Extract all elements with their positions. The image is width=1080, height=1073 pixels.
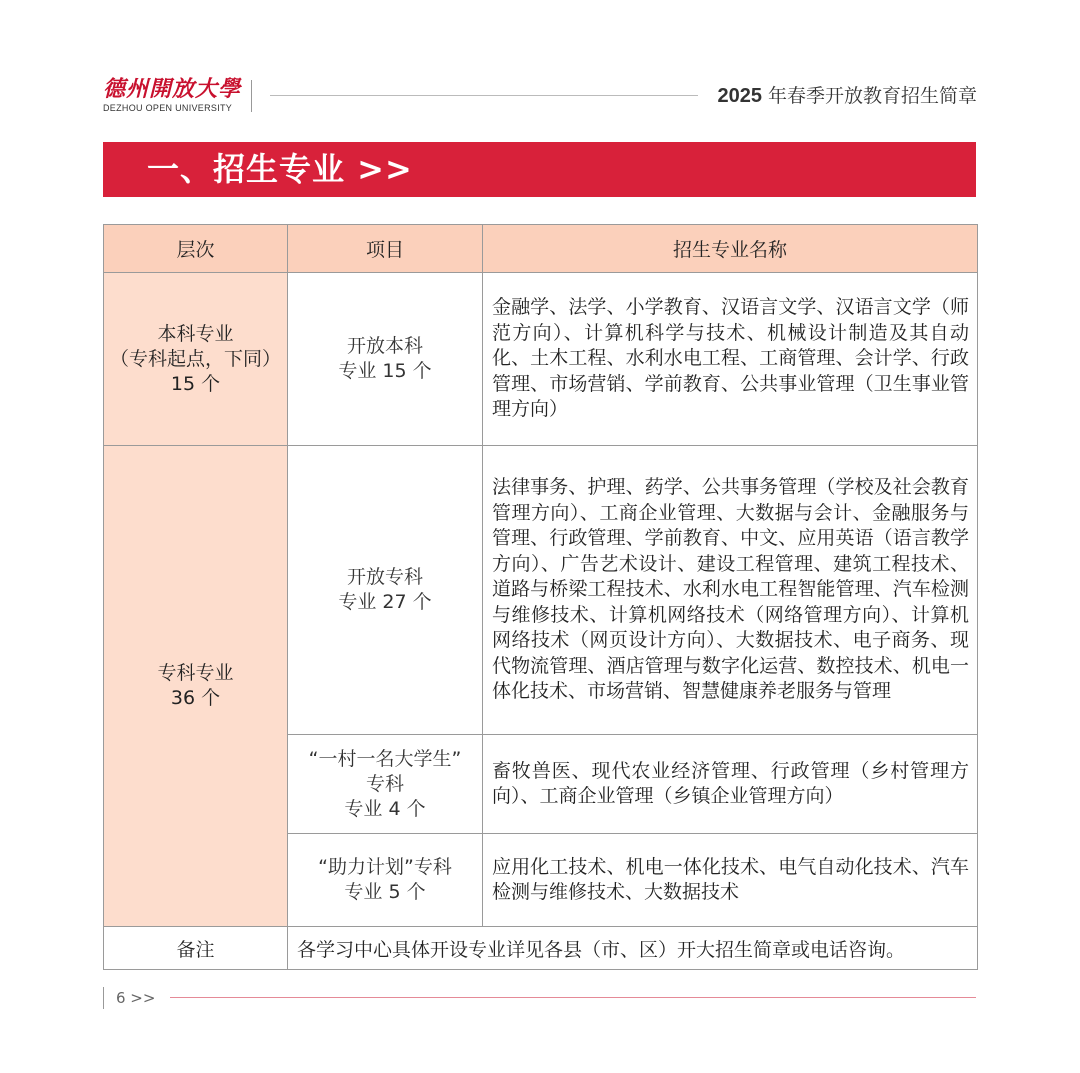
item-line: 专科	[365, 772, 404, 795]
item-village-student	[288, 735, 483, 834]
header-majors: 招生专业名称	[483, 225, 978, 273]
section-banner	[103, 142, 976, 197]
level-line: 15 个	[170, 372, 221, 395]
item-open-bachelor	[288, 273, 483, 446]
note-text: 各学习中心具体开设专业详见各县（市、区）开大招生简章或电话咨询。	[288, 927, 978, 970]
note-label: 备注	[104, 927, 288, 970]
header-item: 项目	[288, 225, 483, 273]
header-level: 层次	[104, 225, 288, 273]
level-bachelor	[104, 273, 288, 446]
table-row-note	[104, 927, 978, 970]
majors-open-associate: 法律事务、护理、药学、公共事务管理（学校及社会教育管理方向）、工商企业管理、大数据与会计、金融服务与管理、行政管理、学前教育、中文、应用英语（语言教学方向）、广告艺术设计、建设工程管理、建筑工程技术、道路与桥梁工程技术、水利水电工程智能管理、汽车检测与维修技术、计算机网络技术（网络管理方向）、计算机网络技术（网页设计方向）、大数据技术、电子商务、现代物流管理、酒店管理与数字化运营、数控技术、机电一体化技术、市场营销、智慧健康养老服务与管理	[483, 446, 978, 735]
logo-chinese-name: 德州開放大學	[103, 76, 242, 102]
level-line: 36 个	[170, 687, 221, 709]
item-line: 专业 15 个	[338, 360, 432, 382]
footer-divider	[103, 987, 104, 1009]
page-number: 6 >>	[116, 989, 156, 1007]
item-open-associate	[288, 446, 483, 735]
majors-open-bachelor: 金融学、法学、小学教育、汉语言文学、汉语言文学（师范方向）、计算机科学与技术、机械设计制造及其自动化、土木工程、水利水电工程、工商管理、会计学、行政管理、市场营销、学前教育、公共事业管理（卫生事业管理方向）	[483, 273, 978, 446]
majors-table	[103, 224, 978, 970]
item-line: 专业 4 个	[344, 797, 426, 820]
item-assist-plan	[288, 834, 483, 927]
header-rule	[270, 95, 698, 96]
university-logo	[103, 76, 243, 116]
item-line: “一村一名大学生”	[308, 747, 462, 770]
document-title-text: 年春季开放教育招生简章	[761, 85, 977, 107]
section-title: 一、招生专业 >>	[147, 150, 413, 188]
header-divider	[251, 80, 252, 112]
majors-assist-plan: 应用化工技术、机电一体化技术、电气自动化技术、汽车检测与维修技术、大数据技术	[483, 834, 978, 927]
item-line: 专业 5 个	[344, 881, 426, 903]
document-year: 2025	[717, 85, 762, 107]
level-line: 专科专业	[157, 662, 234, 684]
level-associate	[104, 446, 288, 927]
document-title	[717, 84, 977, 108]
level-line: 本科专业	[157, 322, 234, 345]
table-row-bachelor	[104, 273, 978, 446]
item-line: 开放专科	[346, 566, 423, 588]
table-row-open-associate	[104, 446, 978, 735]
table-header-row	[104, 225, 978, 273]
item-line: 开放本科	[346, 335, 423, 357]
item-line: “助力计划”专科	[318, 856, 452, 878]
logo-english-name: DEZHOU OPEN UNIVERSITY	[103, 103, 233, 113]
item-line: 专业 27 个	[338, 591, 432, 613]
level-line: （专科起点，下同）	[109, 347, 281, 370]
majors-village-student: 畜牧兽医、现代农业经济管理、行政管理（乡村管理方向）、工商企业管理（乡镇企业管理方向）	[483, 735, 978, 834]
footer-rule	[170, 997, 976, 998]
